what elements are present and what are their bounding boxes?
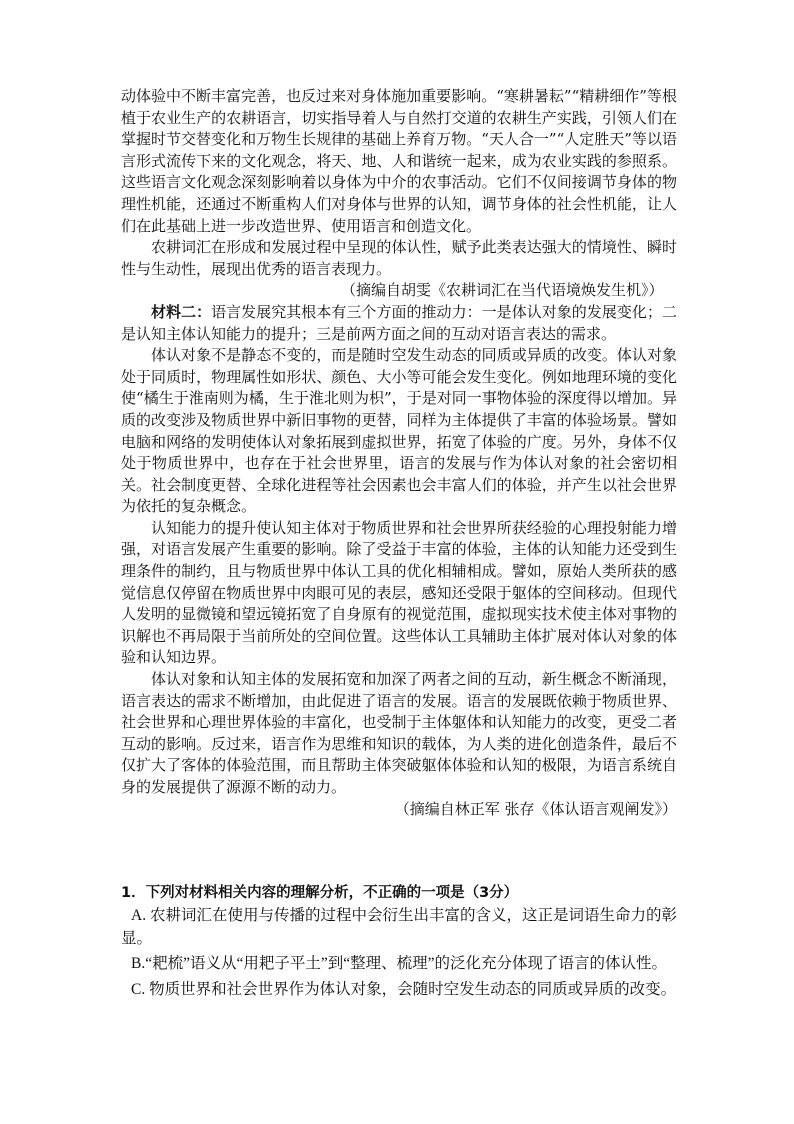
material2-intro-paragraph <box>121 302 677 345</box>
material2-paragraph-1: 体认对象不是静态不变的，而是随时空发生动态的同质或异质的改变。体认对象处于同质时，物理属性如形状、颜色、大小等可能会发生变化。例如地理环境的变化使“橘生于淮南则为橘，生于淮北则为枳”，于是对同一事物体验的深度得以增加。异质的改变涉及物质世界中新旧事物的更替，同样为主体提供了丰富的体验场景。譬如电脑和网络的发明使体认对象拓展到虚拟世界，拓宽了体验的广度。另外，身体不仅处于物质世界中，也存在于社会世界里，语言的发展与作为体认对象的社会密切相关。社会制度更替、全球化进程等社会因素也会丰富人们的体验，并产生以社会世界为依托的复杂概念。 <box>121 346 677 516</box>
material2-paragraph-2: 认知能力的提升使认知主体对于物质世界和社会世界所获经验的心理投射能力增强，对语言发展产生重要的影响。除了受益于丰富的体验，主体的认知能力还受到生理条件的制约，且与物质世界中体认工具的优化相辅相成。譬如，原始人类所获的感觉信息仅停留在物质世界中肉眼可见的表层，感知还受限于躯体的空间移动。但现代人发明的显微镜和望远镜拓宽了自身原有的视觉范围，虚拟现实技术使主体对事物的识解也不再局限于当前所处的空间位置。这些体认工具辅助主体扩展对体认对象的体验和认知边界。 <box>121 518 677 667</box>
question-1 <box>121 882 677 1004</box>
material2-paragraph-3: 体认对象和认知主体的发展拓宽和加深了两者之间的互动，新生概念不断涌现，语言表达的需求不断增加，由此促进了语言的发展。语言的发展既依赖于物质世界、社会世界和心理世界体验的丰富化，也受制于主体躯体和认知能力的改变，更受二者互动的影响。反过来，语言作为思维和知识的载体，为人类的进化创造条件，最后不仅扩大了客体的体验范围，而且帮助主体突破躯体体验和认知的极限，为语言系统自身的发展提供了源源不断的动力。 <box>121 670 677 796</box>
question-1-option-c: C. 物质世界和社会世界作为体认对象，会随时空发生动态的同质或异质的改变。 <box>131 980 677 998</box>
material2-label: 材料二： <box>151 302 212 321</box>
material2-source: （摘编自林正军 张存《体认语言观阐发》） <box>394 799 677 818</box>
passage <box>121 86 677 820</box>
question-1-option-b: B.“耙梳”语义从“用耙子平土”到“整理、梳理”的泛化充分体现了语言的体认性。 <box>131 955 667 973</box>
question-1-option-a: A. 农耕词汇在使用与传播的过程中会衍生出丰富的含义，这正是词语生命力的彰显。 <box>121 907 677 947</box>
material2-intro-text: 语言发展究其根本有三个方面的推动力：一是体认对象的发展变化；二是认知主体认知能力的提升；三是前两方面之间的互动对语言表达的需求。 <box>121 302 677 343</box>
material1-source: （摘编自胡雯《农耕词汇在当代语境焕发生机》） <box>341 281 664 300</box>
material1-continued-paragraph: 动体验中不断丰富完善，也反过来对身体施加重要影响。“寒耕暑耘”“精耕细作”等根植于农业生产的农耕语言，切实指导着人与自然打交道的农耕生产实践，引领人们在掌握时节交替变化和万物生长规律的基础上养育万物。“天人合一”“人定胜天”等以语言形式流传下来的文化观念，将天、地、人和谐统一起来，成为农业实践的参照系。这些语言文化观念深刻影响着以身体为中介的农事活动。它们不仅间接调节身体的物理性机能，还通过不断重构人们对身体与世界的认知，调节身体的社会性机能，让人们在此基础上进一步改造世界、使用语言和创造文化。 <box>121 87 677 235</box>
material1-closing-paragraph: 农耕词汇在形成和发展过程中呈现的体认性，赋予此类表达强大的情境性、瞬时性与生动性，展现出优秀的语言表现力。 <box>121 238 677 278</box>
question-1-stem: 1．下列对材料相关内容的理解分析，不正确的一项是（3分） <box>121 885 519 901</box>
